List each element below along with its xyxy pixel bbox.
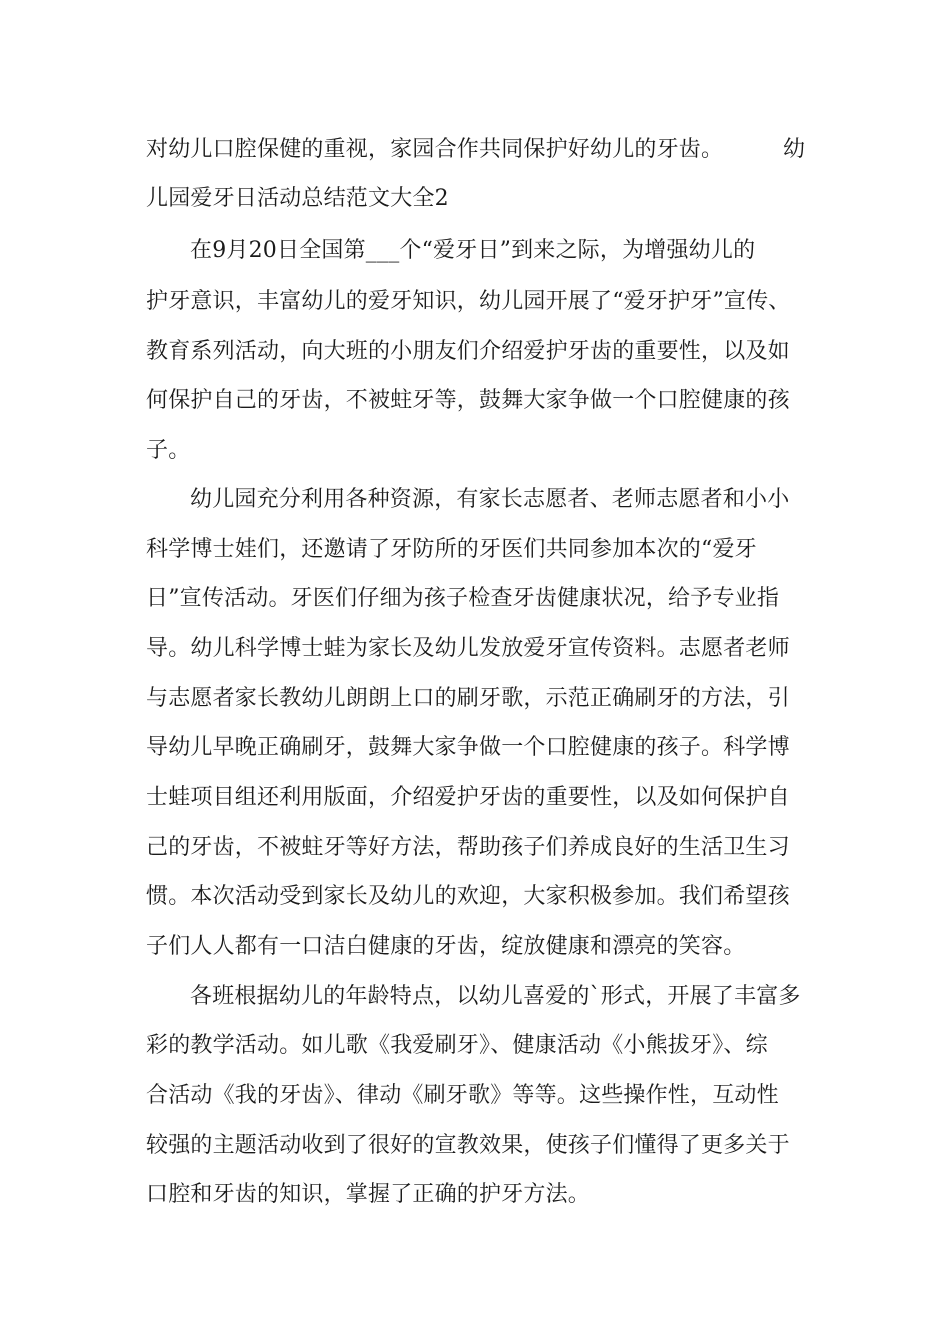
paragraph-1-line: 何保护自己的牙齿，不被蛀牙等，鼓舞大家争做一个口腔健康的孩 [146,388,790,413]
paragraph-3-line: 口腔和牙齿的知识，掌握了正确的护牙方法。 [146,1182,591,1207]
paragraph-2-line: 导。幼儿科学博士蛙为家长及幼儿发放爱牙宣传资料。志愿者老师 [146,636,790,661]
paragraph-2-line: 幼儿园充分利用各种资源，有家长志愿者、老师志愿者和小小 [190,487,790,512]
paragraph-2-line: 与志愿者家长教幼儿朗朗上口的刷牙歌，示范正确刷牙的方法，引 [146,686,790,711]
paragraph-2-line: 日”宣传活动。牙医们仔细为孩子检查牙齿健康状况，给予专业指 [146,586,780,611]
text-line: 对幼儿口腔保健的重视，家园合作共同保护好幼儿的牙齿。 [146,137,724,162]
paragraph-2-line: 导幼儿早晚正确刷牙，鼓舞大家争做一个口腔健康的孩子。科学博 [146,735,790,760]
title-start-char: 幼 [783,137,806,162]
paragraph-2-line: 子们人人都有一口洁白健康的牙齿，绽放健康和漂亮的笑容。 [146,934,746,959]
section-title: 儿园爱牙日活动总结范文大全2 [146,186,449,211]
paragraph-3-line: 较强的主题活动收到了很好的宣教效果，使孩子们懂得了更多关于 [146,1133,790,1158]
paragraph-3-line: 合活动《我的牙齿》、律动《刷牙歌》等等。这些操作性，互动性 [146,1083,779,1108]
paragraph-3-line: 彩的教学活动。如儿歌《我爱刷牙》、健康活动《小熊拔牙》、综 [146,1033,768,1058]
paragraph-2-line: 士蛙项目组还利用版面，介绍爱护牙齿的重要性，以及如何保护自 [146,785,790,810]
paragraph-2-line: 科学博士娃们，还邀请了牙防所的牙医们共同参加本次的“爱牙 [146,537,757,562]
paragraph-1-line: 教育系列活动，向大班的小朋友们介绍爱护牙齿的重要性，以及如 [146,339,790,364]
paragraph-3-line: 各班根据幼儿的年龄特点，以幼儿喜爱的`形式，开展了丰富多 [190,984,801,1009]
paragraph-1-line: 子。 [146,438,191,463]
paragraph-2-line: 惯。本次活动受到家长及幼儿的欢迎，大家积极参加。我们希望孩 [146,884,790,909]
paragraph-1-line: 在9月20日全国第___个“爱牙日”到来之际，为增强幼儿的 [190,238,756,263]
paragraph-1-line: 护牙意识，丰富幼儿的爱牙知识，幼儿园开展了“爱牙护牙”宣传、 [146,289,791,314]
paragraph-2-line: 己的牙齿，不被蛀牙等好方法，帮助孩子们养成良好的生活卫生习 [146,835,790,860]
